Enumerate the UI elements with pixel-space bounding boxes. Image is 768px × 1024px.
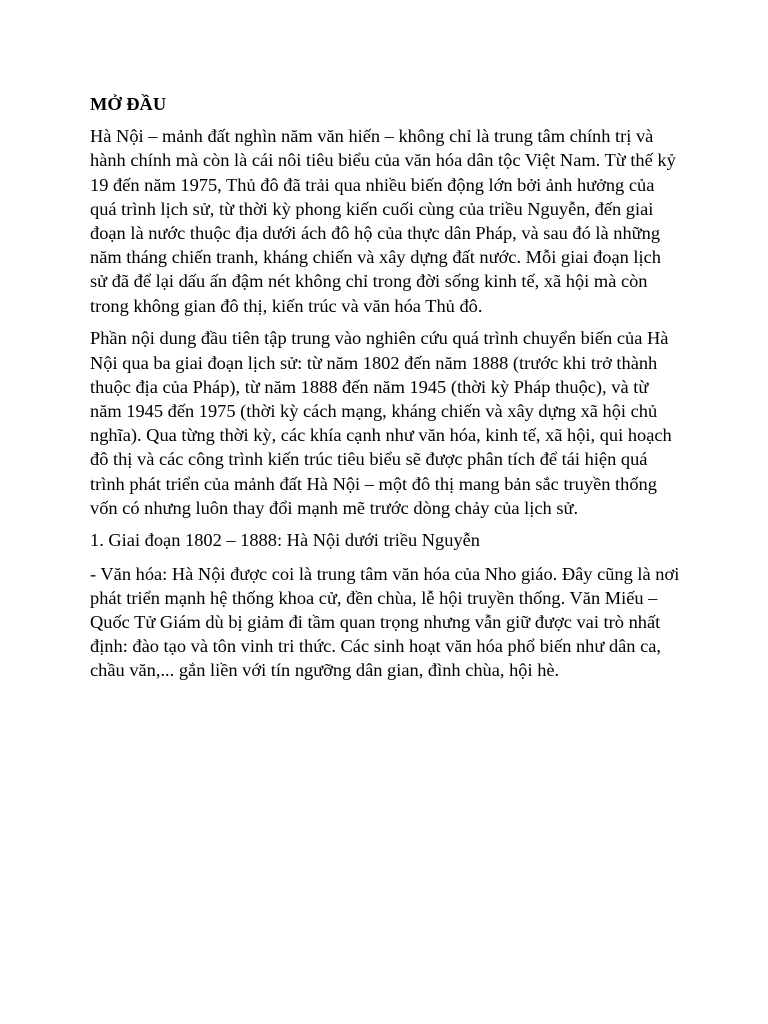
section-paragraph: - Văn hóa: Hà Nội được coi là trung tâm văn hóa của Nho giáo. Đây cũng là nơi phát triển mạnh hệ thống khoa cử, đền chùa, lễ hội truyền thống. Văn Miếu – Quốc Tử Giám dù bị giảm đi tầm quan trọng nhưng vẫn giữ được vai trò nhất định: đào tạo và tôn vinh tri thức. Các sinh hoạt văn hóa phổ biến như dân ca, chầu văn,... gắn liền với tín ngưỡng dân gian, đình chùa, hội hè. <box>90 563 680 681</box>
intro-paragraph-1: Hà Nội – mảnh đất nghìn năm văn hiến – không chỉ là trung tâm chính trị và hành chính mà còn là cái nôi tiêu biểu của văn hóa dân tộc Việt Nam. Từ thế kỷ 19 đến năm 1975, Thủ đô đã trải qua nhiều biến động lớn bởi ảnh hưởng của quá trình lịch sử, từ thời kỳ phong kiến cuối cùng của triều Nguyễn, đến giai đoạn là nước thuộc địa dưới ách đô hộ của thực dân Pháp, và sau đó là những năm tháng chiến tranh, kháng chiến và xây dựng đất nước. Mỗi giai đoạn lịch sử đã để lại dấu ấn đậm nét không chỉ trong đời sống kinh tế, xã hội mà còn trong không gian đô thị, kiến trúc và văn hóa Thủ đô. <box>90 126 676 316</box>
document-body <box>90 92 682 691</box>
document-heading: MỞ ĐẦU <box>90 94 167 114</box>
intro-paragraph-2: Phần nội dung đầu tiên tập trung vào nghiên cứu quá trình chuyển biến của Hà Nội qua ba giai đoạn lịch sử: từ năm 1802 đến năm 1888 (trước khi trở thành thuộc địa của Pháp), từ năm 1888 đến năm 1945 (thời kỳ Pháp thuộc), và từ năm 1945 đến 1975 (thời kỳ cách mạng, kháng chiến và xây dựng xã hội chủ nghĩa). Qua từng thời kỳ, các khía cạnh như văn hóa, kinh tế, xã hội, qui hoạch đô thị và các công trình kiến trúc tiêu biểu sẽ được phân tích để tái hiện quá trình phát triển của mảnh đất Hà Nội – một đô thị mang bản sắc truyền thống vốn có nhưng luôn thay đổi mạnh mẽ trước dòng chảy của lịch sử. <box>90 328 672 518</box>
section-title: 1. Giai đoạn 1802 – 1888: Hà Nội dưới triều Nguyễn <box>90 530 481 551</box>
